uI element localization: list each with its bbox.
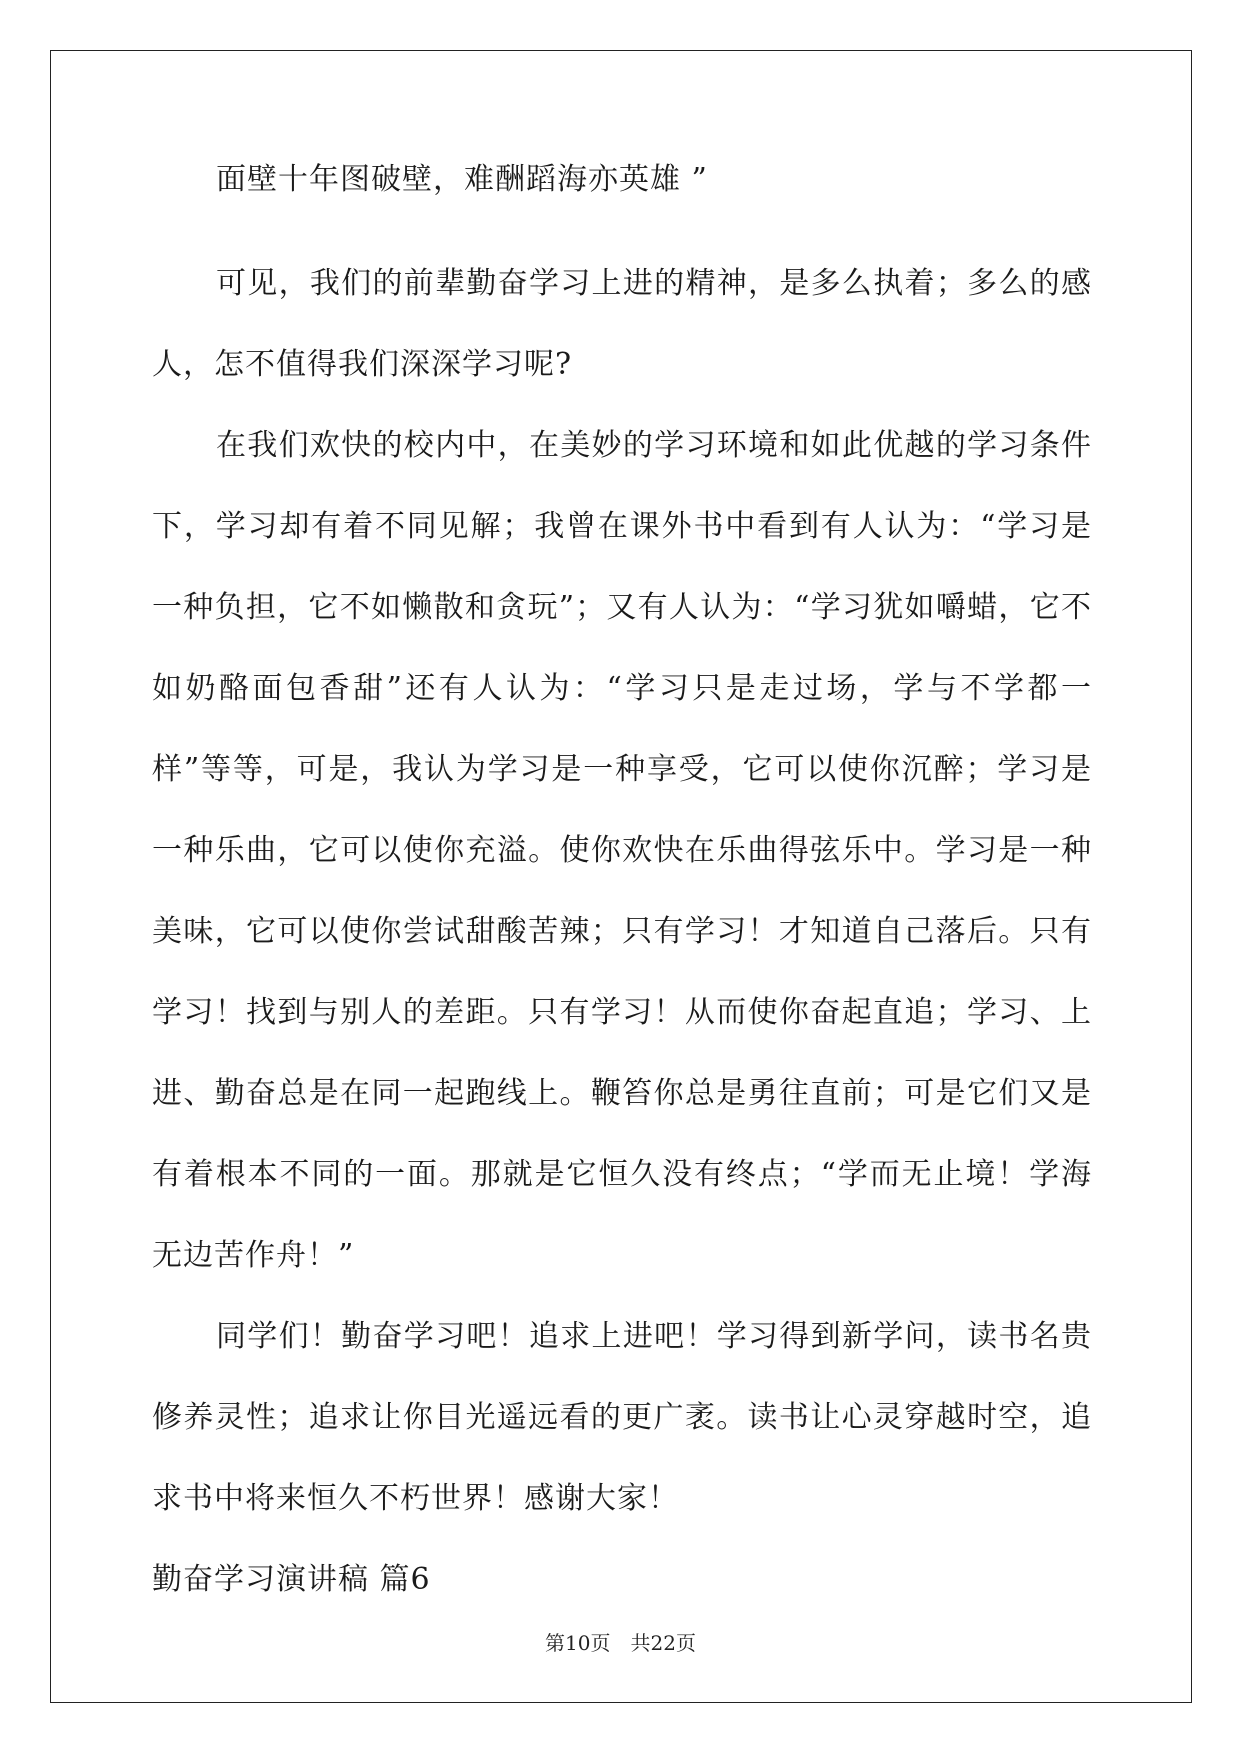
paragraph-quote-line: 面壁十年图破壁，难酬蹈海亦英雄 ”	[216, 162, 708, 197]
paragraph-main: 在我们欢快的校内中，在美妙的学习环境和如此优越的学习条件下，学习却有着不同见解；我曾在课外书中看到有人认为：“学习是一种负担，它不如懒散和贪玩”；又有人认为：“学习犹如嚼蜡，它不如奶酪面包香甜”还有人认为：“学习只是走过场，学与不学都一样”等等，可是，我认为学习是一种享受，它可以使你沉醉；学习是一种乐曲，它可以使你充溢。使你欢快在乐曲得弦乐中。学习是一种美味，它可以使你尝试甜酸苦辣；只有学习！才知道自己落后。只有学习！找到与别人的差距。只有学习！从而使你奋起直追；学习、上进、勤奋总是在同一起跑线上。鞭笞你总是勇往直前；可是它们又是有着根本不同的一面。那就是它恒久没有终点；“学而无止境！学海无边苦作舟！”	[152, 428, 1092, 1273]
paragraph-predecessors: 可见，我们的前辈勤奋学习上进的精神，是多么执着；多么的感人，怎不值得我们深深学习呢?	[152, 266, 1092, 382]
document-body	[152, 160, 1092, 1620]
paragraph-closing: 同学们！勤奋学习吧！追求上进吧！学习得到新学问，读书名贵修养灵性；追求让你目光遥远看的更广袤。读书让心灵穿越时空，追求书中将来恒久不朽世界！感谢大家！	[152, 1319, 1092, 1516]
section-heading: 勤奋学习演讲稿 篇6	[152, 1562, 431, 1597]
page-number-footer: 第10页 共22页	[545, 1631, 696, 1655]
